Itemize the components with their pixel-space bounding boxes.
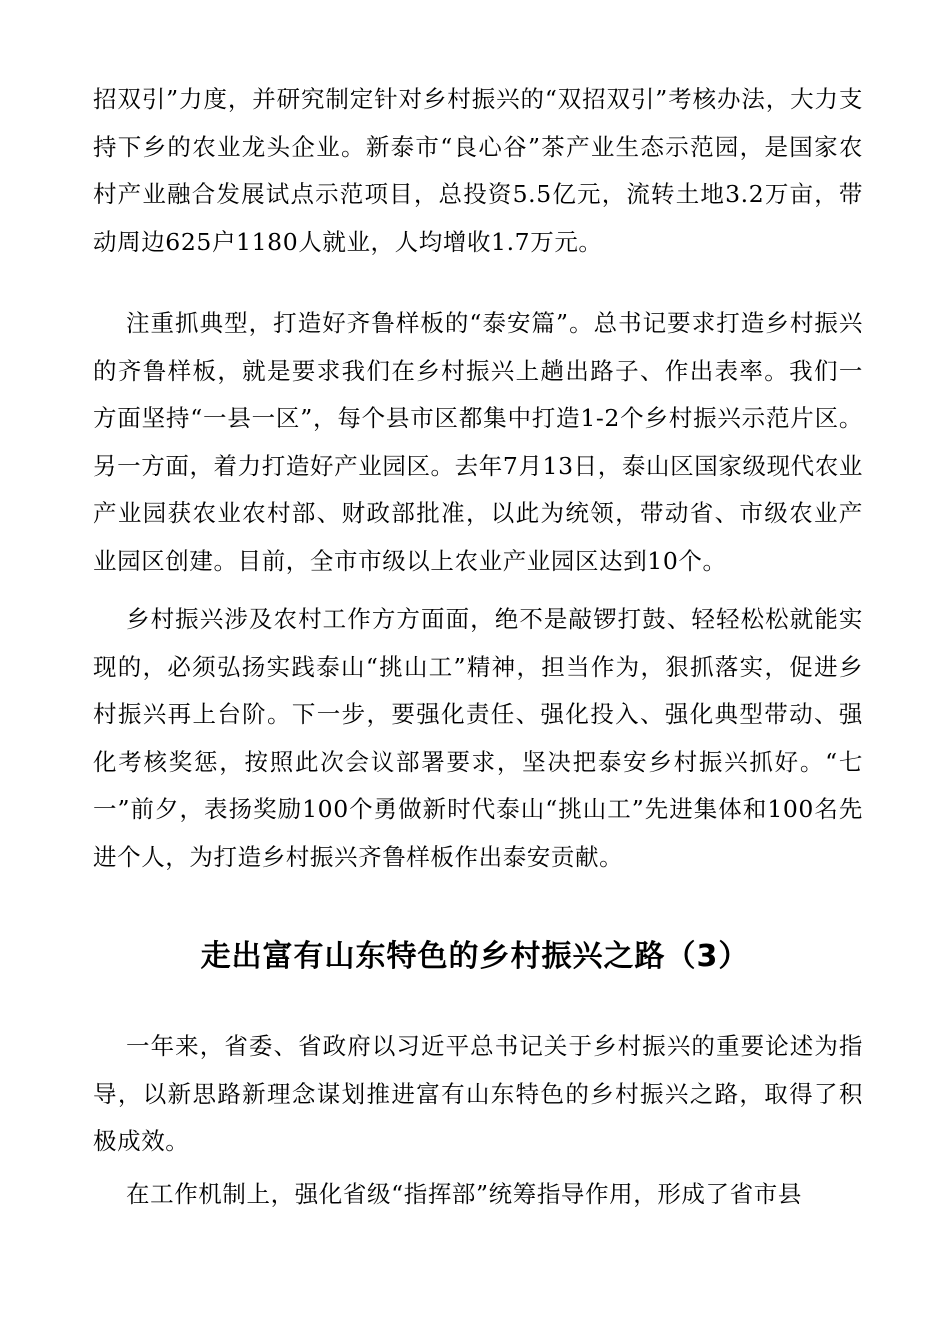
section-title: 走出富有山东特色的乡村振兴之路（3） <box>200 939 750 974</box>
paragraph-investment: 招双引”力度，并研究制定针对乡村振兴的“双招双引”考核办法，大力支持下乡的农业龙头企业。新泰市“良心谷”茶产业生态示范园，是国家农村产业融合发展试点示范项目，总投资5.5亿元，流转土地3.2万亩，带动周边625户1180人就业，人均增收1.7万元。 <box>93 85 863 256</box>
paragraph-achievements: 一年来，省委、省政府以习近平总书记关于乡村振兴的重要论述为指导，以新思路新理念谋划推进富有山东特色的乡村振兴之路，取得了积极成效。 <box>93 1032 863 1155</box>
paragraph-work-mechanism: 在工作机制上，强化省级“指挥部”统筹指导作用，形成了省市县 <box>126 1180 802 1208</box>
paragraph-next-steps: 乡村振兴涉及农村工作方方面面，绝不是敲锣打鼓、轻轻松松就能实现的，必须弘扬实践泰山“挑山工”精神，担当作为，狠抓落实，促进乡村振兴再上台阶。下一步，要强化责任、强化投入、强化典型带动、强化考核奖惩，按照此次会议部署要求，坚决把泰安乡村振兴抓好。“七一”前夕，表扬奖励100个勇做新时代泰山“挑山工”先进集体和100名先进个人，为打造乡村振兴齐鲁样板作出泰安贡献。 <box>93 605 863 871</box>
paragraph-model-building: 注重抓典型，打造好齐鲁样板的“泰安篇”。总书记要求打造乡村振兴的齐鲁样板，就是要求我们在乡村振兴上趟出路子、作出表率。我们一方面坚持“一县一区”，每个县市区都集中打造1-2个乡村振兴示范片区。另一方面，着力打造好产业园区。去年7月13日，泰山区国家级现代农业产业园获农业农村部、财政部批准，以此为统领，带动省、市级农业产业园区创建。目前，全市市级以上农业产业园区达到10个。 <box>93 309 863 575</box>
